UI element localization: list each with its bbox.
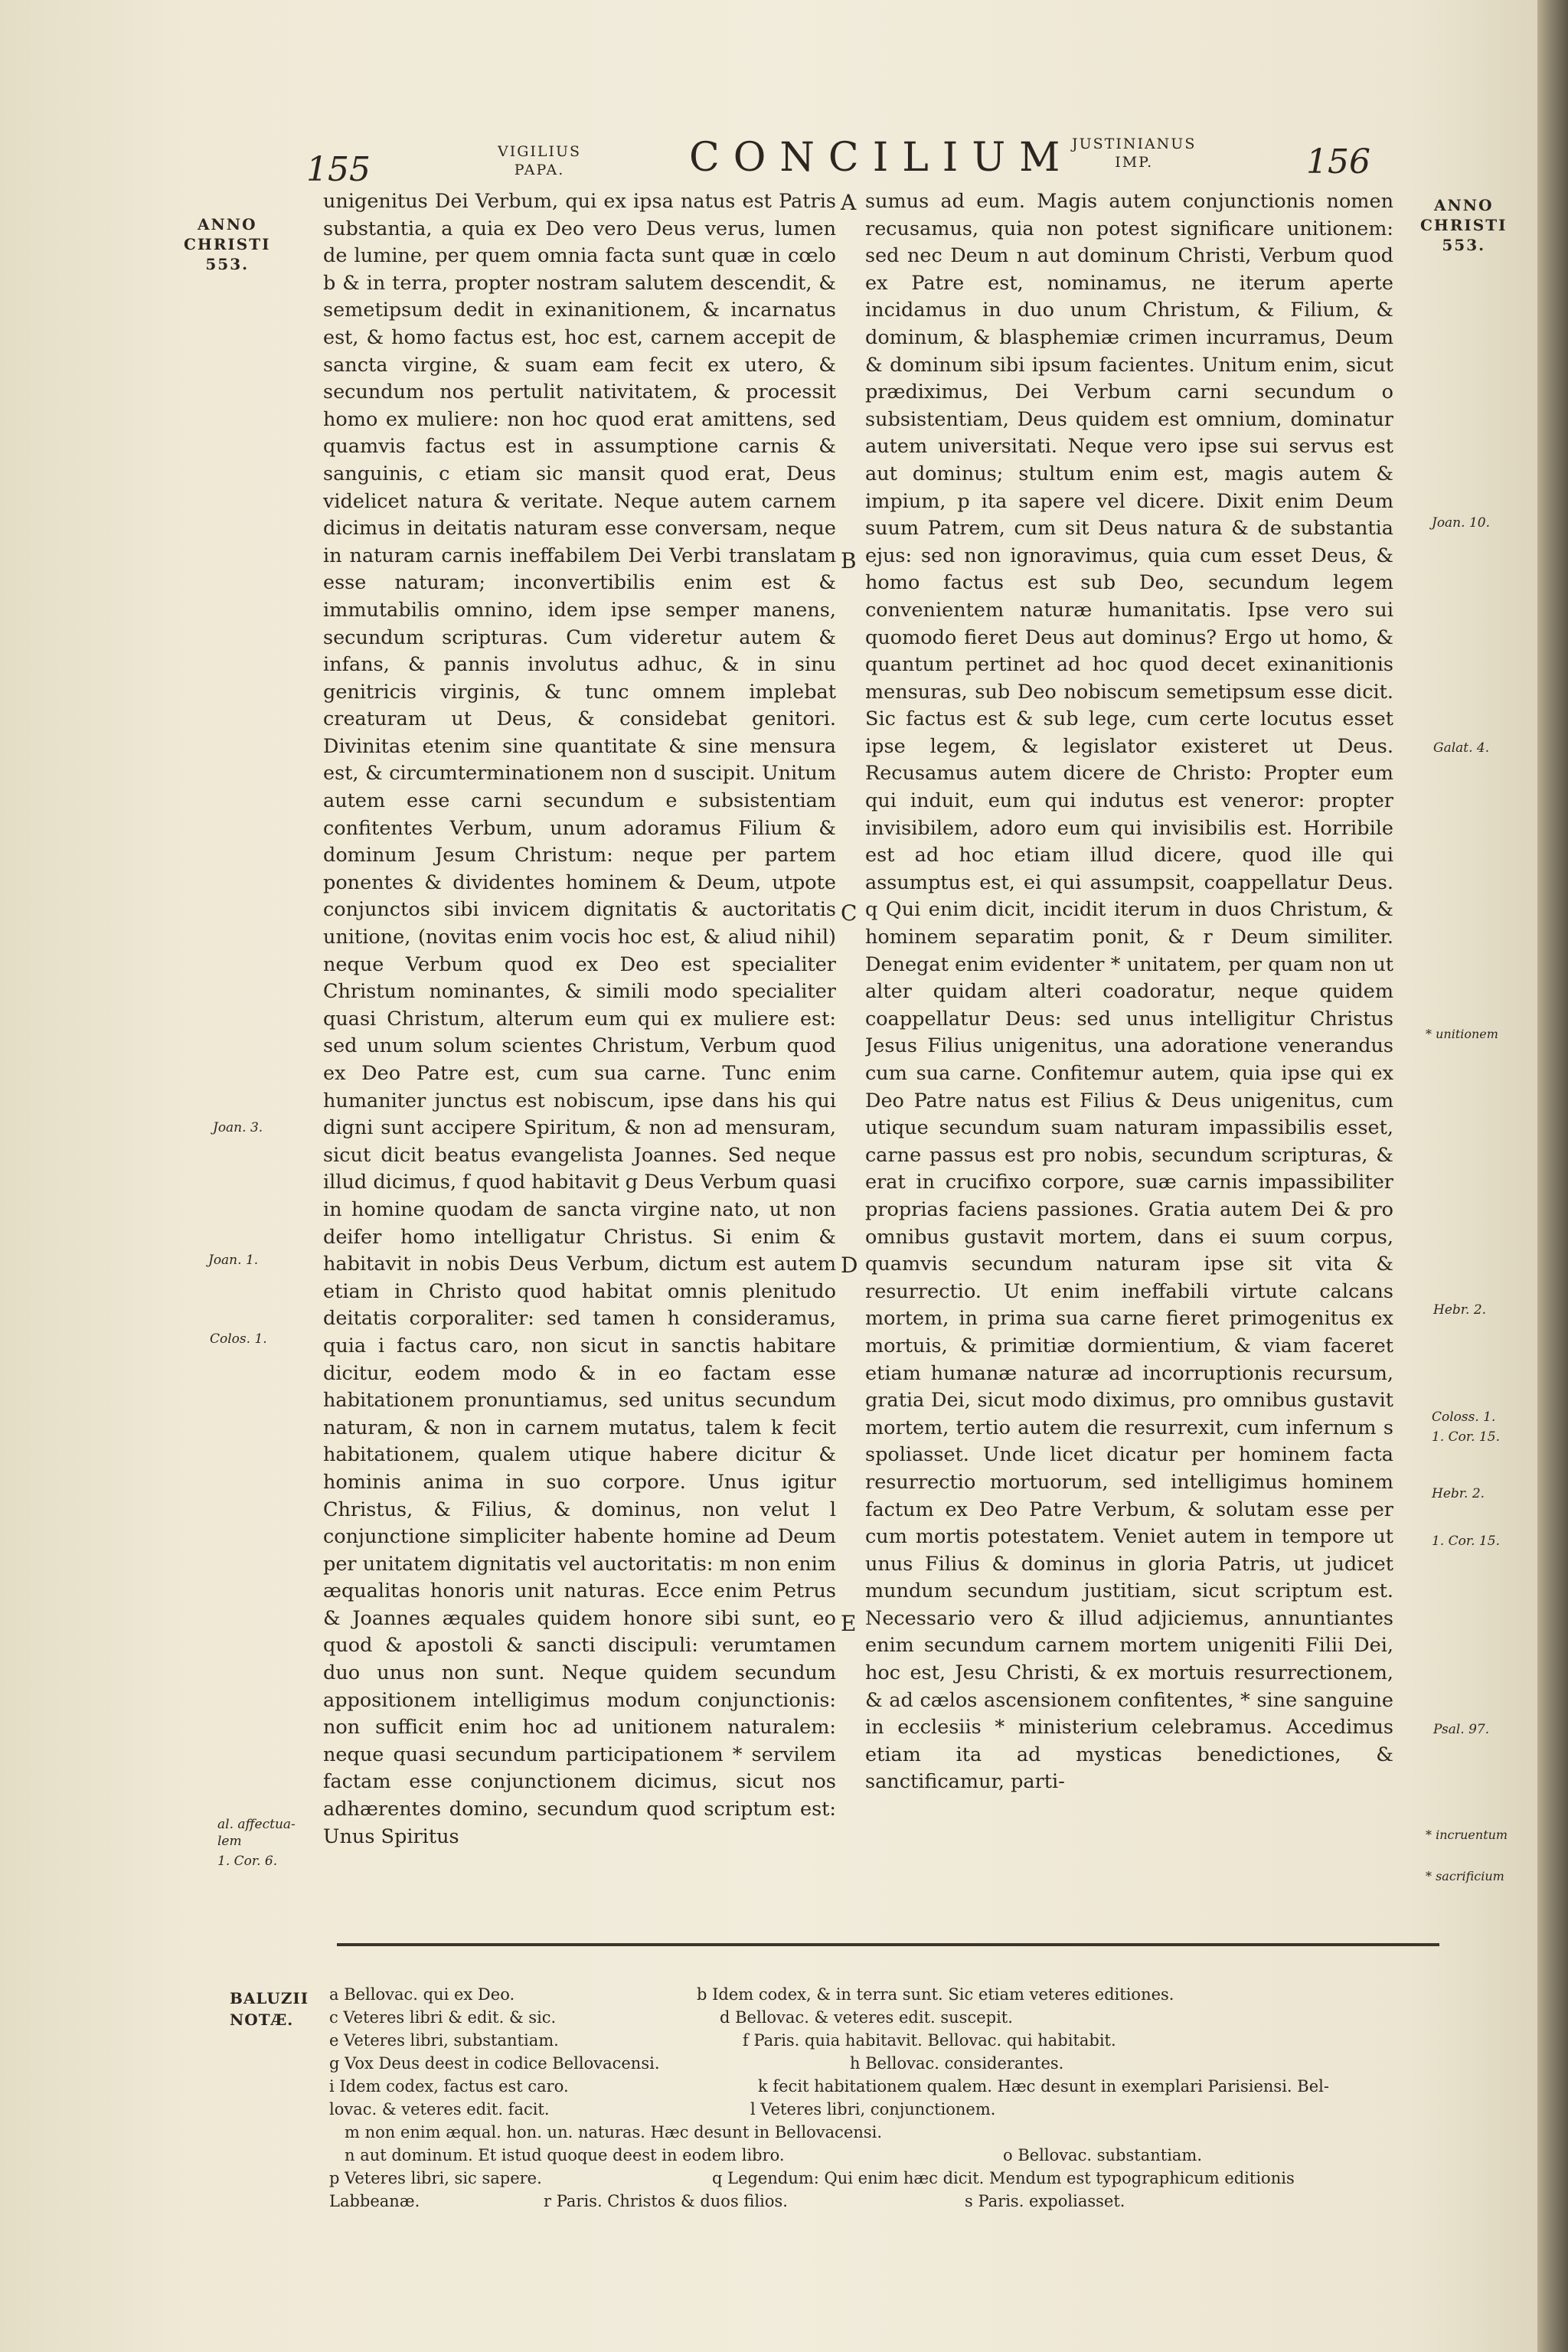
margin-ref: 1. Cor. 15. <box>1432 1534 1500 1549</box>
footnote: k fecit habitationem qualem. Hæc desunt in exemplari Parisiensi. Bel- <box>758 2077 1329 2096</box>
section-letter-e: E <box>841 1611 857 1636</box>
section-letter-a: A <box>841 190 857 215</box>
footnote: r Paris. Christos & duos filios. <box>544 2192 788 2210</box>
footnote: c Veteres libri & edit. & sic. <box>329 2008 557 2027</box>
page-title: CONCILIUM <box>689 135 1074 181</box>
margin-asterisk-note: * incruentum <box>1426 1828 1508 1842</box>
footnote: m non enim æqual. hon. un. naturas. Hæc desunt in Bellovacensi. <box>345 2123 883 2141</box>
page-number-left: 155 <box>306 150 371 189</box>
margin-ref: 1. Cor. 6. <box>217 1854 278 1869</box>
footnotes-label: BALUZII NOTÆ. <box>230 1989 309 2029</box>
footnote: e Veteres libri, substantiam. <box>329 2031 559 2050</box>
margin-ref: Joan. 3. <box>213 1120 263 1135</box>
margin-year-right: ANNO CHRISTI 553. <box>1420 196 1508 254</box>
page-header <box>306 135 1370 196</box>
margin-ref: al. affectua- lem <box>217 1817 296 1849</box>
page-number-right: 156 <box>1306 142 1370 181</box>
footnote: d Bellovac. & veteres edit. suscepit. <box>720 2008 1013 2027</box>
footnote: b Idem codex, & in terra sunt. Sic etiam veteres editiones. <box>697 1985 1174 2004</box>
footnote: h Bellovac. considerantes. <box>850 2054 1064 2073</box>
margin-asterisk-note: * unitionem <box>1426 1027 1498 1041</box>
page-edge <box>1537 0 1568 2352</box>
footnote: o Bellovac. substantiam. <box>1003 2146 1203 2164</box>
footnote: l Veteres libri, conjunctionem. <box>750 2100 996 2118</box>
margin-ref: Coloss. 1. <box>1432 1410 1496 1425</box>
margin-ref: 1. Cor. 15. <box>1432 1429 1500 1445</box>
running-head-left: VIGILIUS PAPA. <box>498 143 582 178</box>
footnote: g Vox Deus deest in codice Bellovacensi. <box>329 2054 660 2073</box>
text-column-left: unigenitus Dei Verbum, qui ex ipsa natus est Patris substantia, a quia ex Deo vero Deus verus, lumen de lumine, per quem omnia facta sunt quæ in cœlo b & in terra, propter nostram salutem descendit, & semetipsum dedit in exinanitionem, & incarnatus est, & homo factus est, hoc est, carnem accepit de sancta virgine, & suam eam fecit ex utero, & secundum nos pertulit nativitatem, & processit homo ex muliere: non hoc quod erat amittens, sed quamvis factus est in assumptione carnis & sanguinis, c etiam sic mansit quod erat, Deus videlicet natura & veritate. Neque autem carnem dicimus in deitatis naturam esse conversam, neque in naturam carnis ineffabilem Dei Verbi translatam esse naturam; inconvertibilis enim est & immutabilis omnino, idem ipse semper manens, secundum scripturas. Cum videretur autem & infans, & pannis involutus adhuc, & in sinu genitricis virginis, & tunc omnem implebat creaturam ut Deus, & considebat genitori. Divinitas etenim sine quantitate & sine mensura est, & circumterminationem non d suscipit. Unitum autem esse carni secundum e subsistentiam confitentes Verbum, unum adoramus Filium & dominum Jesum Christum: neque per partem ponentes & dividentes hominem & Deum, utpote conjunctos sibi invicem dignitatis & auctoritatis unitione, (novitas enim vocis hoc est, & aliud nihil) neque Verbum quod ex Deo est specialiter Christum nominantes, & simili modo specialiter quasi Christum, alterum eum qui ex muliere est: sed unum solum scientes Christum, Verbum quod ex Deo Patre est, cum sua carne. Tunc enim humaniter junctus est nobiscum, ipse dans his qui digni sunt accipere Spiritum, & non ad mensuram, sicut dicit beatus evangelista Joannes. Sed neque illud dicimus, f quod habitavit g Deus Verbum quasi in homine quodam de sancta virgine nato, ut non deifer homo intelligatur Christus. Si enim & habitavit in nobis Deus Verbum, dictum est autem etiam in Christo quod habitat omnis plenitudo deitatis corporaliter: sed tamen h consideramus, quia i factus caro, non sicut in sanctis habitare dicitur, eodem modo & in eo factam esse habitationem pronuntiamus, sed unitus secundum naturam, & non in carnem mutatus, talem k fecit habitationem, qualem utique habere dicitur & hominis anima in suo corpore. Unus igitur Christus, & Filius, & dominus, non velut l conjunctione simpliciter habente homine ad Deum per unitatem dignitatis vel auctoritatis: m non enim æqualitas honoris unit naturas. Ecce enim Petrus & Joannes æquales quidem honore sibi sunt, eo quod & apostoli & sancti discipuli: verumtamen duo unus non sunt. Neque quidem secundum appositionem intelligimus modum conjunctionis: non sufficit enim hoc ad unitionem naturalem: neque quasi secundum participationem * servilem factam esse conjunctionem dicimus, sicut nos adhærentes domino, secundum quod scriptum est: Unus Spiritus <box>323 190 836 1848</box>
section-letter-d: D <box>841 1253 858 1278</box>
footnote: Labbeanæ. <box>329 2192 420 2210</box>
footnote: lovac. & veteres edit. facit. <box>329 2100 550 2118</box>
section-letter-c: C <box>841 900 858 926</box>
margin-ref: Joan. 1. <box>208 1253 259 1268</box>
margin-asterisk-note: * sacrificium <box>1426 1869 1504 1883</box>
running-head-right: JUSTINIANUS IMP. <box>1072 136 1197 171</box>
footnote: a Bellovac. qui ex Deo. <box>329 1985 515 2004</box>
margin-ref: Joan. 10. <box>1432 515 1490 531</box>
footnote: q Legendum: Qui enim hæc dicit. Mendum est typographicum editionis <box>712 2169 1295 2187</box>
margin-ref: Psal. 97. <box>1433 1722 1490 1737</box>
footnote: p Veteres libri, sic sapere. <box>329 2169 542 2187</box>
footnote: f Paris. quia habitavit. Bellovac. qui habitabit. <box>743 2031 1116 2050</box>
margin-ref: Colos. 1. <box>210 1331 267 1347</box>
margin-ref: Hebr. 2. <box>1433 1302 1487 1318</box>
footnote: i Idem codex, factus est caro. <box>329 2077 569 2096</box>
footnote: s Paris. expoliasset. <box>965 2192 1125 2210</box>
footnote-rule <box>337 1943 1439 1946</box>
footnote: n aut dominum. Et istud quoque deest in eodem libro. <box>345 2146 785 2164</box>
margin-year-left: ANNO CHRISTI 553. <box>184 215 271 273</box>
margin-ref: Galat. 4. <box>1433 740 1490 756</box>
section-letter-b: B <box>841 548 857 573</box>
margin-ref: Hebr. 2. <box>1432 1486 1485 1501</box>
text-column-right: sumus ad eum. Magis autem conjunctionis nomen recusamus, quia non potest significare unitionem: sed nec Deum n aut dominum Christi, Verbum quod ex Patre est, nominamus, ne iterum aperte incidamus in duo unum Christum, & Filium, & dominum, & blasphemiæ crimen incurramus, Deum & dominum sibi ipsum facientes. Unitum enim, sicut prædiximus, Dei Verbum carni secundum o subsistentiam, Deus quidem est omnium, dominatur autem universitati. Neque vero ipse sui servus est aut dominus; stultum enim est, magis autem & impium, p ita sapere vel dicere. Dixit enim Deum suum Patrem, cum sit Deus natura & de substantia ejus: sed non ignoravimus, quia cum esset Deus, & homo factus est sub Deo, secundum legem convenientem naturæ humanitatis. Ipse vero sui quomodo fieret Deus aut dominus? Ergo ut homo, & quantum pertinet ad hoc quod decet exinanitionis mensuras, sub Deo nobiscum semetipsum esse dicit. Sic factus est & sub lege, cum certe locutus esset ipse legem, & legislator existeret ut Deus. Recusamus autem dicere de Christo: Propter eum qui induit, eum qui indutus est veneror: propter invisibilem, adoro eum qui invisibilis est. Horribile est ad hoc etiam illud dicere, quod ille qui assumptus est, ei qui assumpsit, coappellatur Deus. q Qui enim dicit, incidit iterum in duos Christum, & hominem separatim ponit, & r Deum similiter. Denegat enim evidenter * unitatem, per quam non ut alter quidam alteri coadoratur, neque quidem coappellatur Deus: sed unus intelligitur Christus Jesus Filius unigenitus, una adoratione venerandus cum sua carne. Confitemur autem, quia ipse qui ex Deo Patre natus est Filius & Deus unigenitus, cum utique secundum suam naturam impassibilis esset, carne passus est pro nobis, secundum scripturas, & erat in crucifixo corpore, suæ carnis impassibiliter proprias faciens passiones. Gratia autem Dei & pro omnibus gustavit mortem, dans ei suum corpus, quamvis secundum naturam ipse sit vita & resurrectio. Ut enim ineffabili virtute calcans mortem, in prima sua carne fieret primogenitus ex mortuis, & primitiæ dormientium, & viam faceret etiam humanæ naturæ ad incorruptionis recursum, gratia Dei, sicut modo diximus, pro omnibus gustavit mortem, tertio autem die resurrexit, cum infernum s spoliasset. Unde licet dicatur per hominem facta resurrectio mortuorum, sed intelligimus hominem factum ex Deo Patre Verbum, & solutam esse per cum mortis potestatem. Veniet autem in tempore ut unus Filius & dominus in gloria Patris, ut judicet mundum secundum justitiam, sicut scriptum est. Necessario vero & illud adjiciemus, annuntiantes enim secundum carnem mortem unigeniti Filii Dei, hoc est, Jesu Christi, & ex mortuis resurrectionem, & ad cælos ascensionem confitentes, * sine sanguine in ecclesiis * ministerium celebramus. Accedimus etiam ita ad mysticas benedictiones, & sanctificamur, parti- <box>865 190 1393 1794</box>
